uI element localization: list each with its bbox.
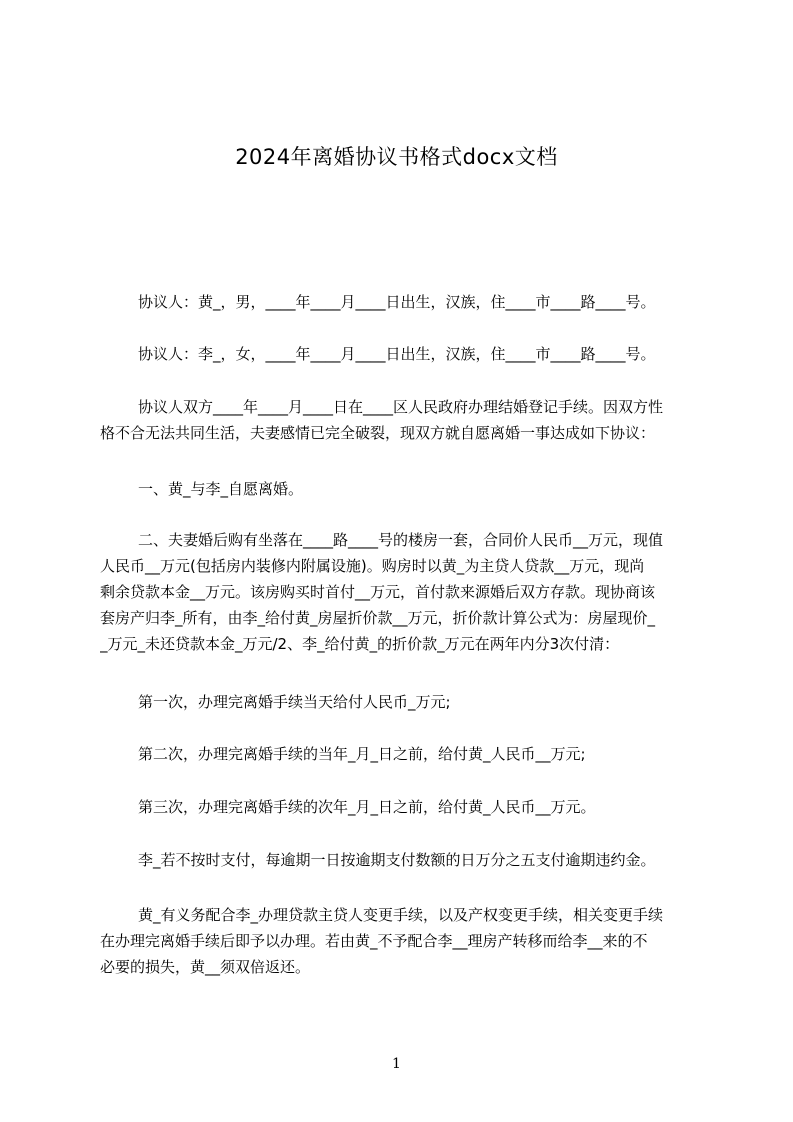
cooperation-line-3: 必要的损失，黄__须双倍返还。 [100, 958, 311, 976]
party-one-paragraph: 协议人：黄_，男，____年____月____日出生，汉族，住____市____路____号。 [138, 293, 656, 311]
penalty-paragraph: 李_若不按时支付，每逾期一日按逾期支付数额的日万分之五支付逾期违约金。 [138, 851, 656, 869]
intro-line-2: 格不合无法共同生活，夫妻感情已完全破裂，现双方就自愿离婚一事达成如下协议： [100, 424, 656, 442]
clause-one-paragraph: 一、黄_与李_自愿离婚。 [138, 480, 304, 498]
page-number: 1 [392, 1056, 401, 1072]
clause-two-line-2: 人民币__万元(包括房内装修内附属设施)。购房时以黄_为主贷人贷款__万元，现尚 [100, 557, 645, 575]
clause-two-line-5: _万元_未还贷款本金_万元/2、李_给付黄_的折价款_万元在两年内分3次付清： [100, 635, 620, 653]
clause-two-paragraph [100, 527, 700, 657]
clause-two-line-1: 二、夫妻婚后购有坐落在____路____号的楼房一套，合同价人民币__万元，现值 [138, 531, 664, 549]
document-title: 2024年离婚协议书格式docx文档 [235, 145, 558, 169]
party-two-paragraph: 协议人：李_，女，____年____月____日出生，汉族，住____市____路____号。 [138, 345, 656, 363]
third-payment-paragraph: 第三次，办理完离婚手续的次年_月_日之前，给付黄_人民币__万元。 [138, 798, 596, 816]
clause-two-line-4: 套房产归李_所有，由李_给付黄_房屋折价款__万元，折价款计算公式为：房屋现价_ [100, 609, 656, 627]
clause-two-line-3: 剩余贷款本金__万元。该房购买时首付__万元，首付款来源婚后双方存款。现协商该 [100, 583, 656, 601]
second-payment-paragraph: 第二次，办理完离婚手续的当年_月_日之前，给付黄_人民币__万元; [138, 745, 586, 763]
cooperation-line-1: 黄_有义务配合李_办理贷款主贷人变更手续，以及产权变更手续，相关变更手续 [138, 906, 664, 924]
cooperation-paragraph [100, 902, 700, 980]
cooperation-line-2: 在办理完离婚手续后即予以办理。若由黄_不予配合李__理房产转移而给李__来的不 [100, 932, 648, 950]
first-payment-paragraph: 第一次，办理完离婚手续当天给付人民币_万元; [138, 693, 451, 711]
intro-line-1: 协议人双方____年____月____日在____区人民政府办理结婚登记手续。因双方性 [138, 398, 664, 416]
intro-paragraph [100, 394, 700, 446]
